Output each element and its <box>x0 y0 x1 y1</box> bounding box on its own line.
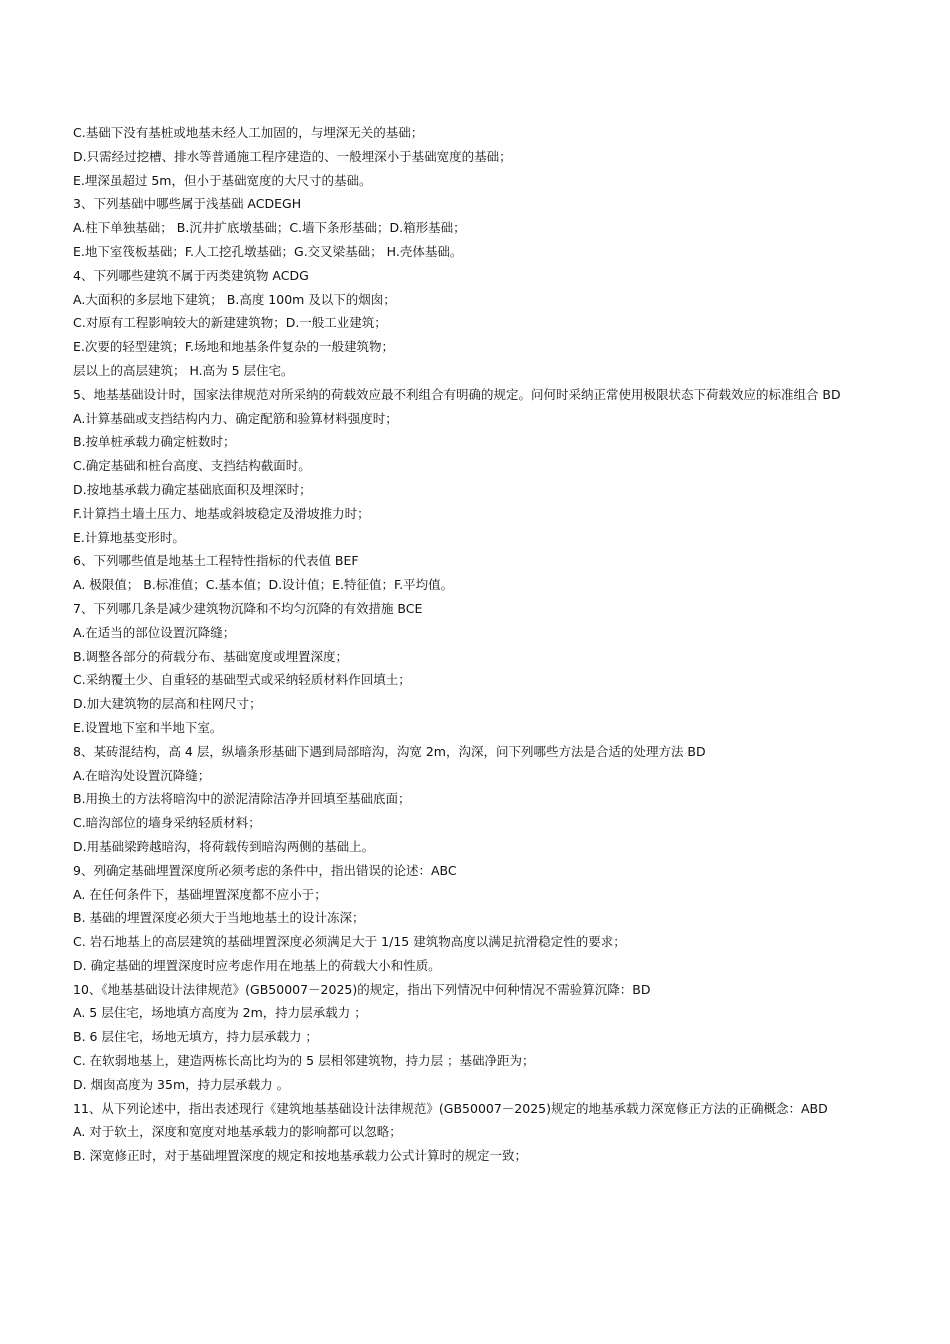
text-line: A. 极限值； B.标准值；C.基本值；D.设计值；E.特征值；F.平均值。 <box>73 577 454 593</box>
text-line: A.大面积的多层地下建筑； B.高度 100m 及以下的烟囱； <box>73 291 396 307</box>
text-line: C.确定基础和桩台高度、支挡结构截面时。 <box>73 458 311 474</box>
text-line: A.在暗沟处设置沉降缝； <box>73 767 211 783</box>
text-line: E.设置地下室和半地下室。 <box>73 719 223 735</box>
text-line: A.在适当的部位设置沉降缝； <box>73 624 236 640</box>
question-3-title: 3、下列基础中哪些属于浅基础 ACDEGH <box>73 196 302 212</box>
text-line: B. 6 层住宅，场地无填方，持力层承载力 ； <box>73 1029 318 1045</box>
text-line: C. 在软弱地基上，建造两栋长高比均为的 5 层相邻建筑物，持力层 ；基础净距为； <box>73 1053 535 1069</box>
text-line: E.地下室筏板基础；F.人工挖孔墩基础；G.交叉梁基础； H.壳体基础。 <box>73 243 463 259</box>
text-line: D.用基础梁跨越暗沟，将荷载传到暗沟两侧的基础上。 <box>73 838 375 854</box>
text-line: B.调整各部分的荷载分布、基础宽度或埋置深度； <box>73 648 349 664</box>
text-line: E.计算地基变形时。 <box>73 529 185 545</box>
text-line: E.次要的轻型建筑；F.场地和地基条件复杂的一般建筑物； <box>73 339 395 355</box>
text-line: A.计算基础或支挡结构内力、确定配筋和验算材料强度时； <box>73 410 398 426</box>
text-line: 层以上的高层建筑； H.高为 5 层住宅。 <box>73 362 294 378</box>
text-line: B.用换土的方法将暗沟中的淤泥清除洁净并回填至基础底面； <box>73 791 411 807</box>
text-line: C.基础下没有基桩或地基未经人工加固的，与埋深无关的基础； <box>73 125 424 140</box>
question-6-title: 6、下列哪些值是地基土工程特性指标的代表值 BEF <box>73 553 359 569</box>
text-line: C.暗沟部位的墙身采纳轻质材料； <box>73 815 261 831</box>
text-line: B.按单桩承载力确定桩数时； <box>73 434 236 450</box>
text-line: F.计算挡土墙土压力、地基或斜坡稳定及滑坡推力时； <box>73 505 370 521</box>
text-line: D.加大建筑物的层高和柱网尺寸； <box>73 696 262 712</box>
question-7-title: 7、下列哪几条是减少建筑物沉降和不均匀沉降的有效措施 BCE <box>73 600 423 616</box>
text-line: C.采纳覆土少、自重轻的基础型式或采纳轻质材料作回填土； <box>73 672 411 688</box>
document-body <box>73 121 891 1168</box>
question-9-title: 9、列确定基础埋置深度所必须考虑的条件中，指出错误的论述：ABC <box>73 862 457 878</box>
text-line: D.只需经过挖槽、排水等普通施工程序建造的、一般埋深小于基础宽度的基础； <box>73 148 512 164</box>
question-8-title: 8、某砖混结构，高 4 层，纵墙条形基础下遇到局部暗沟，沟宽 2m，沟深，问下列哪些方法是合适的处理方法 BD <box>73 743 706 759</box>
question-5-title: 5、地基基础设计时，国家法律规范对所采纳的荷载效应最不利组合有明确的规定。问何时采纳正常使用极限状态下荷载效应的标准组合 BD <box>73 386 841 402</box>
text-line: D. 确定基础的埋置深度时应考虑作用在地基上的荷载大小和性质。 <box>73 957 441 973</box>
text-line: E.埋深虽超过 5m，但小于基础宽度的大尺寸的基础。 <box>73 172 372 188</box>
question-11-title: 11、从下列论述中，指出表述现行《建筑地基基础设计法律规范》(GB50007－2025)规定的地基承载力深宽修正方法的正确概念：ABD <box>73 1100 828 1116</box>
text-line: A.柱下单独基础； B.沉井扩底墩基础；C.墙下条形基础；D.箱形基础； <box>73 220 466 236</box>
text-line: B. 基础的埋置深度必须大于当地地基土的设计冻深； <box>73 910 365 926</box>
text-line: A. 在任何条件下，基础埋置深度都不应小于； <box>73 886 327 902</box>
question-10-title: 10、《地基基础设计法律规范》(GB50007－2025)的规定，指出下列情况中何种情况不需验算沉降：BD <box>73 981 651 997</box>
text-line: D.按地基承载力确定基础底面积及埋深时； <box>73 481 312 497</box>
text-line: A. 对于软土，深度和宽度对地基承载力的影响都可以忽略； <box>73 1124 402 1140</box>
text-line: A. 5 层住宅，场地填方高度为 2m，持力层承载力 ； <box>73 1005 367 1021</box>
text-line: C.对原有工程影响较大的新建建筑物；D.一般工业建筑； <box>73 315 387 331</box>
text-line: D. 烟囱高度为 35m，持力层承载力 。 <box>73 1076 290 1092</box>
text-line: B. 深宽修正时，对于基础埋置深度的规定和按地基承载力公式计算时的规定一致； <box>73 1148 528 1164</box>
text-line: C. 岩石地基上的高层建筑的基础埋置深度必须满足大于 1/15 建筑物高度以满足抗滑稳定性的要求； <box>73 934 626 950</box>
question-4-title: 4、下列哪些建筑不属于丙类建筑物 ACDG <box>73 267 309 283</box>
